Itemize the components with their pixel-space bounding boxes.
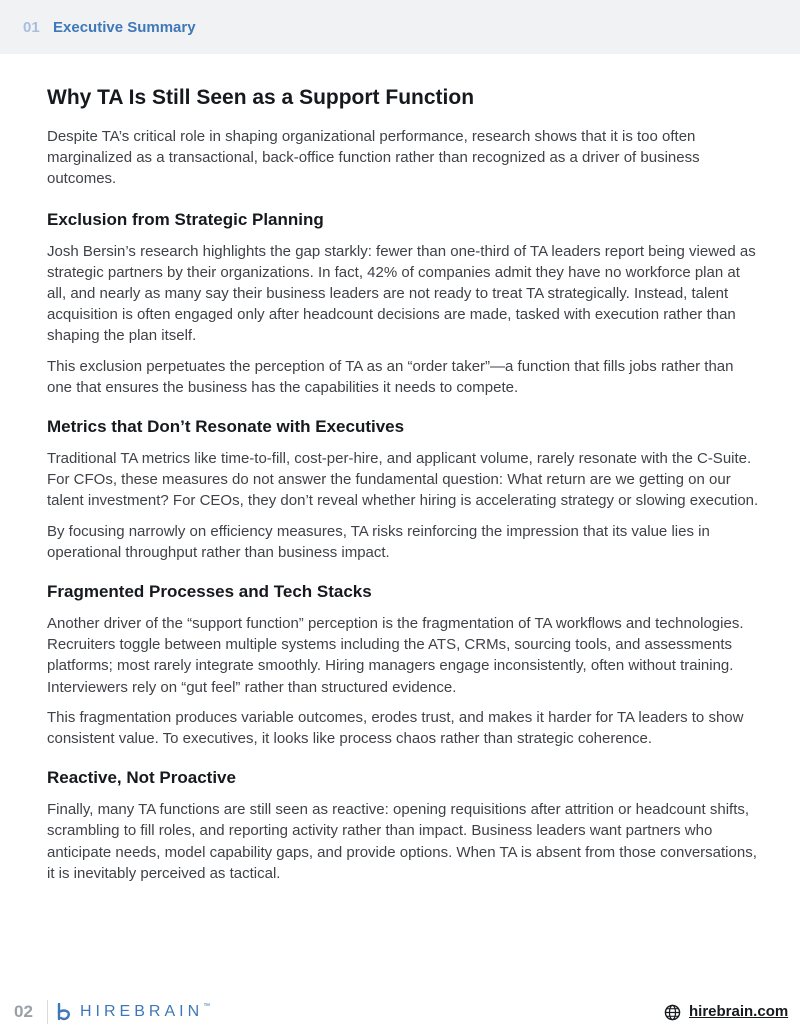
- website-link[interactable]: hirebrain.com: [689, 1003, 789, 1020]
- section-reactive: [47, 767, 759, 884]
- page-number: 02: [14, 1002, 33, 1021]
- globe-icon: [664, 1004, 681, 1021]
- section-paragraph: Finally, many TA functions are still seen as reactive: opening requisitions after attrition or headcount shifts, scrambling to fill roles, and reporting activity rather than impact. Business leaders want partners who anticipate needs, model capability gaps, and provide options. When TA is absent from those conversations, it is inevitably perceived as tactical.: [47, 801, 757, 882]
- section-paragraph: Traditional TA metrics like time-to-fill, cost-per-hire, and applicant volume, rarely resonate with the C-Suite. For CFOs, these measures do not answer the fundamental question: What return are we getting on our talent investment? For CEOs, they don’t reveal whether hiring is accelerating strategy or slowing execution.: [47, 450, 759, 510]
- section-paragraph: This exclusion perpetuates the perception of TA as an “order taker”—a function that fills jobs rather than one that ensures the business has the capabilities it needs to compete.: [47, 357, 734, 396]
- section-metrics: [47, 416, 759, 563]
- section-title: Executive Summary: [53, 19, 196, 36]
- section-fragmented-processes: [47, 581, 759, 749]
- main-content: [47, 84, 759, 902]
- section-paragraph: Another driver of the “support function” perception is the fragmentation of TA workflows and technologies. Recruiters toggle between multiple systems including the ATS, CRMs, sourcing tools, and assessments platforms; most rarely integrate smoothly. Hiring managers engage inconsistently, often without training. Interviewers rely on “gut feel” rather than structured evidence.: [47, 615, 744, 696]
- section-heading: Fragmented Processes and Tech Stacks: [47, 582, 372, 602]
- section-paragraph: This fragmentation produces variable outcomes, erodes trust, and makes it harder for TA leaders to show consistent value. To executives, it looks like process chaos rather than strategic coherence.: [47, 708, 744, 748]
- section-paragraph: Josh Bersin’s research highlights the gap starkly: fewer than one-third of TA leaders report being viewed as strategic partners by their organizations. In fact, 42% of companies admit they have no workforce plan at all, and nearly as many say their business leaders are not ready to treat TA strategically. Instead, talent acquisition is often engaged only after headcount decisions are made, tasked with execution rather than shaping the plan itself.: [47, 242, 756, 345]
- section-paragraph: By focusing narrowly on efficiency measures, TA risks reinforcing the impression that its value lies in operational throughput rather than business impact.: [47, 522, 710, 561]
- intro-paragraph: Despite TA’s critical role in shaping organizational performance, research shows that it is too often marginalized as a transactional, back-office function rather than recognized as a driver of business outcomes.: [47, 128, 700, 188]
- section-heading: Reactive, Not Proactive: [47, 768, 236, 788]
- section-heading: Metrics that Don’t Resonate with Executives: [47, 417, 405, 437]
- header-bar: [0, 0, 800, 54]
- section-strategic-planning: [47, 209, 759, 398]
- page-title: Why TA Is Still Seen as a Support Function: [47, 86, 475, 109]
- section-heading: Exclusion from Strategic Planning: [47, 209, 324, 229]
- hirebrain-logo-icon: [57, 1003, 71, 1021]
- section-number: 01: [23, 19, 40, 36]
- hirebrain-logo-text: HIREBRAIN™: [80, 1003, 211, 1020]
- footer-divider: [47, 1000, 48, 1024]
